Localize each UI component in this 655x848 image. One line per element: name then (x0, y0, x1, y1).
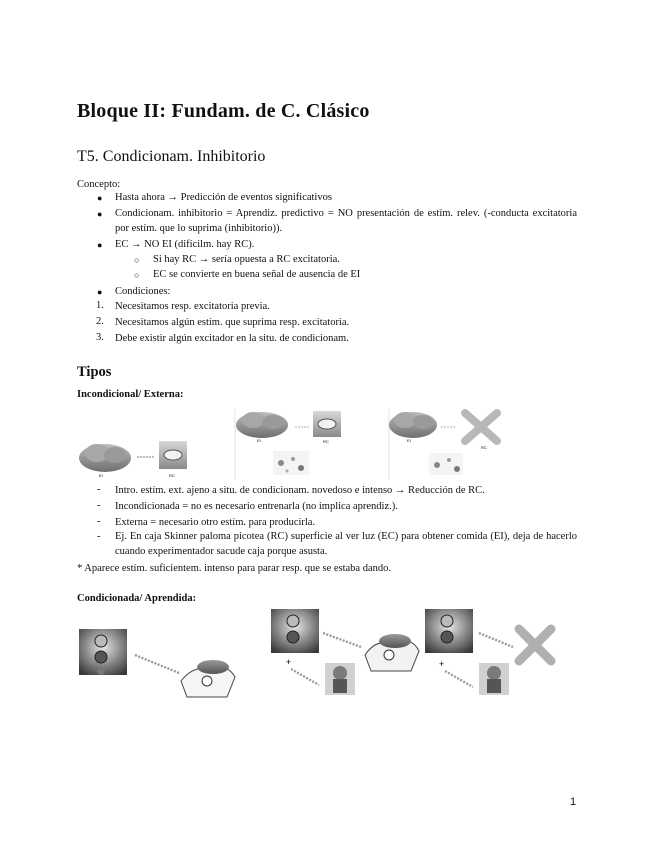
incondicional-item-3: Externa = necesario otro estím. para producirla. (115, 517, 316, 528)
dash-marker: - (97, 484, 101, 495)
sub-bullet-marker: ○ (134, 255, 140, 265)
tipos-heading: Tipos (77, 364, 112, 380)
incondicional-item-1: Intro. estím. ext. ajeno a situ. de condicionam. novedoso e intenso → Reducción de RC. (115, 485, 485, 496)
concepto-label: Concepto: (77, 179, 121, 190)
arrow-icon (291, 669, 319, 685)
condicion-1: Necesitamos resp. excitatoria previa. (115, 301, 270, 312)
mouth-image (313, 411, 341, 437)
cross-out-icon (461, 409, 501, 443)
condiciones-label: Condiciones: (115, 286, 171, 297)
fig-label-rc: RC (481, 445, 487, 450)
arrow-icon (445, 671, 473, 687)
character-image (181, 660, 235, 697)
list-number: 2. (96, 316, 104, 327)
box-shake-image (429, 453, 463, 475)
traffic-light-image (425, 609, 473, 653)
condicion-2: Necesitamos algún estím. que suprima resp. excitatoria. (115, 317, 350, 328)
cross-out-icon (515, 625, 555, 665)
list-number: 1. (96, 300, 104, 311)
condicion-3: Debe existir algún excitador en la situ. de condicionam. (115, 333, 349, 344)
mario-image (325, 663, 355, 695)
concepto-bullet-2: Condicionam. inhibitorio = Aprendiz. predictivo = NO presentación de estím. relev. (-conducta excitatoria por estím. que lo suprima (inhibitorio)). (115, 208, 577, 234)
bullet-marker: ● (97, 193, 103, 203)
page-title: Bloque II: Fundam. de C. Clásico (77, 100, 370, 122)
bread-image (236, 412, 288, 438)
bullet-marker: ● (97, 240, 103, 250)
list-number: 3. (96, 332, 104, 343)
sub-bullet-marker: ○ (134, 270, 140, 280)
incondicional-item-2: Incondicionada = no es necesario entrenarla (no implica aprendiz.). (115, 501, 398, 512)
fig-label-ei: EI (257, 438, 261, 443)
condicionada-figure (77, 607, 557, 699)
page-number: 1 (570, 796, 577, 808)
bread-image (389, 412, 437, 438)
section-heading: T5. Condicionam. Inhibitorio (77, 148, 266, 165)
incondicional-figure (77, 405, 517, 483)
mario-image (479, 663, 509, 695)
box-shake-image (273, 451, 309, 475)
concepto-bullet-3: EC → NO EI (difícilm. hay RC). (115, 239, 255, 250)
bullet-marker: ● (97, 209, 103, 219)
mouth-image (159, 441, 187, 469)
bread-image (79, 444, 131, 472)
incondicional-item-4: Ej. En caja Skinner paloma picotea (RC) superficie al ver luz (EC) para obtener comida (EI), deja de hacerlo cuando experimentador sacude caja porque asusta. (115, 531, 577, 557)
dash-marker: - (97, 516, 101, 527)
arrow-icon (479, 633, 513, 647)
plus-sign: + (286, 657, 292, 667)
traffic-light-image (79, 629, 127, 675)
fig-label-rc: RC (169, 473, 175, 478)
incondicional-label: Incondicional/ Externa: (77, 389, 184, 400)
fig-label-ec: EI (99, 473, 103, 478)
character-image (365, 634, 419, 671)
ec-sub-bullet-2: EC se convierte en buena señal de ausencia de EI (153, 269, 361, 280)
dash-marker: - (97, 531, 101, 542)
fig-label-rc: RC (323, 439, 329, 444)
fig-label-ei: EI (407, 438, 411, 443)
footnote: * Aparece estím. suficientem. intenso para parar resp. que se estaba dando. (77, 563, 392, 574)
concepto-bullet-1: Hasta ahora → Predicción de eventos significativos (115, 192, 332, 203)
plus-sign: + (439, 659, 445, 669)
dash-marker: - (97, 500, 101, 511)
ec-sub-bullet-1: Si hay RC → sería opuesta a RC excitatoria. (153, 254, 340, 265)
arrow-icon (323, 633, 361, 647)
traffic-light-image (271, 609, 319, 653)
bullet-marker: ● (97, 287, 103, 297)
arrow-icon (135, 655, 179, 673)
condicionada-label: Condicionada/ Aprendida: (77, 593, 197, 604)
